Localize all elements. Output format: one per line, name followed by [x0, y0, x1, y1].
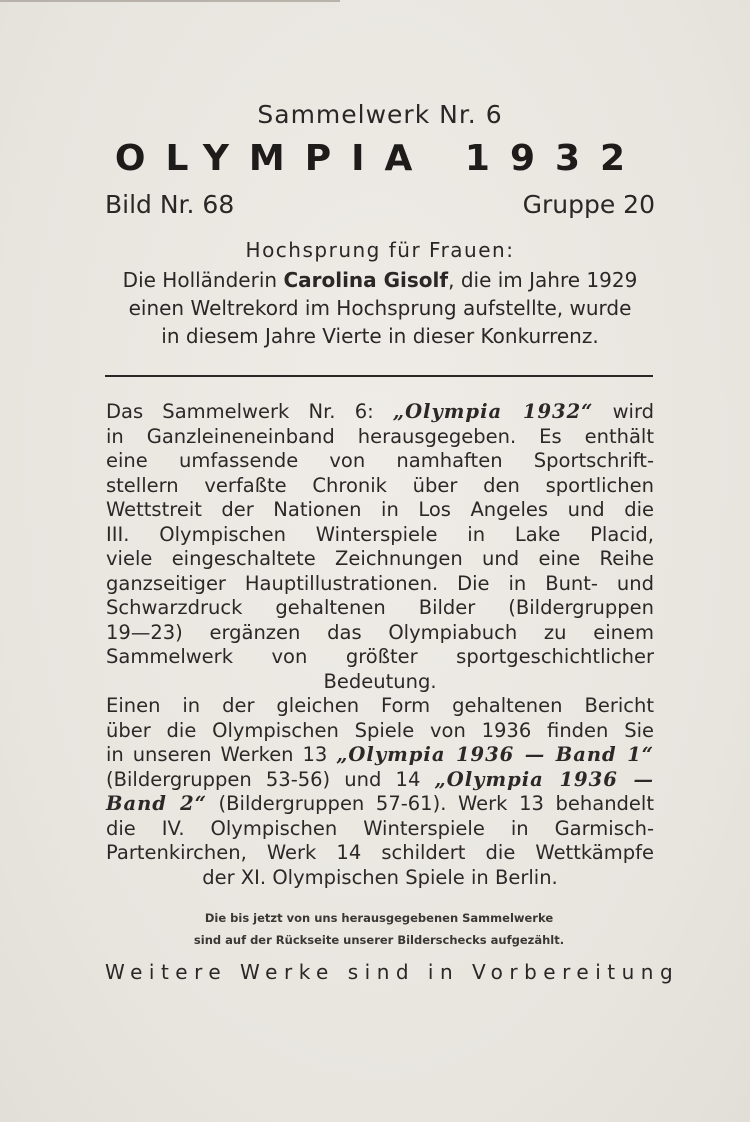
collection-note — [105, 907, 653, 951]
desc-line: 19—23) ergänzen das Olympiabuch zu einem — [106, 620, 654, 644]
caption-line-3: in diesem Jahre Vierte in dieser Konkurrenz. — [161, 324, 599, 348]
desc-line: viele eingeschaltete Zeichnungen und eine Reihe — [106, 547, 654, 570]
desc-line: die IV. Olympischen Winterspiele in Garmisch- — [106, 816, 654, 840]
work-title: „Olympia 1936 — — [434, 767, 654, 791]
caption-heading: Hochsprung für Frauen: — [245, 238, 515, 262]
series-label: Sammelwerk Nr. 6 — [257, 100, 503, 129]
description-block — [106, 400, 654, 890]
desc-line: III. Olympischen Winterspiele in Lake Placid, — [106, 522, 654, 546]
desc-line: Schwarzdruck gehaltenen Bilder (Bildergruppen — [106, 596, 654, 619]
desc-line: Partenkirchen, Werk 14 schildert die Wettkämpfe — [106, 841, 654, 864]
desc-line: Band 2“ (Bildergruppen 57-61). Werk 13 behandelt — [106, 792, 654, 815]
caption-line-1: Die Holländerin Carolina Gisolf, die im Jahre 1929 — [122, 268, 638, 292]
work-title: Band 2“ — [106, 792, 207, 815]
note-line-2: sind auf der Rückseite unserer Bilderschecks aufgezählt. — [193, 933, 565, 947]
picture-number: Bild Nr. 68 — [105, 190, 235, 219]
work-title: „Olympia 1936 — Band 1“ — [336, 743, 654, 766]
card-title: OLYMPIA 1932 — [114, 138, 646, 179]
work-title: „Olympia 1932“ — [392, 400, 594, 423]
group-number: Gruppe 20 — [522, 190, 655, 219]
athlete-name: Carolina Gisolf — [283, 268, 449, 292]
desc-line: in Ganzleineneinband herausgegeben. Es enthält — [106, 424, 654, 448]
desc-line: Bedeutung. — [323, 669, 437, 693]
footer-text: Weitere Werke sind in Vorbereitung — [105, 960, 680, 984]
number-row — [105, 190, 655, 219]
caption-line-2: einen Weltrekord im Hochsprung aufstellte, wurde — [128, 296, 632, 320]
caption-body — [100, 266, 660, 350]
desc-line: ganzseitiger Hauptillustrationen. Die in Bunt- und — [106, 571, 654, 595]
desc-line: Das Sammelwerk Nr. 6: „Olympia 1932“ wird — [106, 400, 654, 423]
desc-line: (Bildergruppen 53-56) und 14 „Olympia 1936 — — [106, 767, 654, 791]
desc-line: eine umfassende von namhaften Sportschrift- — [106, 449, 654, 472]
desc-line: Einen in der gleichen Form gehaltenen Bericht — [106, 694, 654, 717]
desc-line: über die Olympischen Spiele von 1936 finden Sie — [106, 718, 654, 742]
note-line-1: Die bis jetzt von uns herausgegebenen Sammelwerke — [204, 911, 554, 925]
divider-rule — [105, 375, 653, 377]
desc-line: der XI. Olympischen Spiele in Berlin. — [202, 865, 558, 889]
desc-line: Wettstreit der Nationen in Los Angeles und die — [106, 498, 654, 521]
desc-line: Sammelwerk von größter sportgeschichtlicher — [106, 645, 654, 668]
desc-line: in unseren Werken 13 „Olympia 1936 — Band 1“ — [106, 743, 654, 766]
top-edge-line — [0, 0, 340, 2]
desc-line: stellern verfaßte Chronik über den sportlichen — [106, 473, 654, 497]
